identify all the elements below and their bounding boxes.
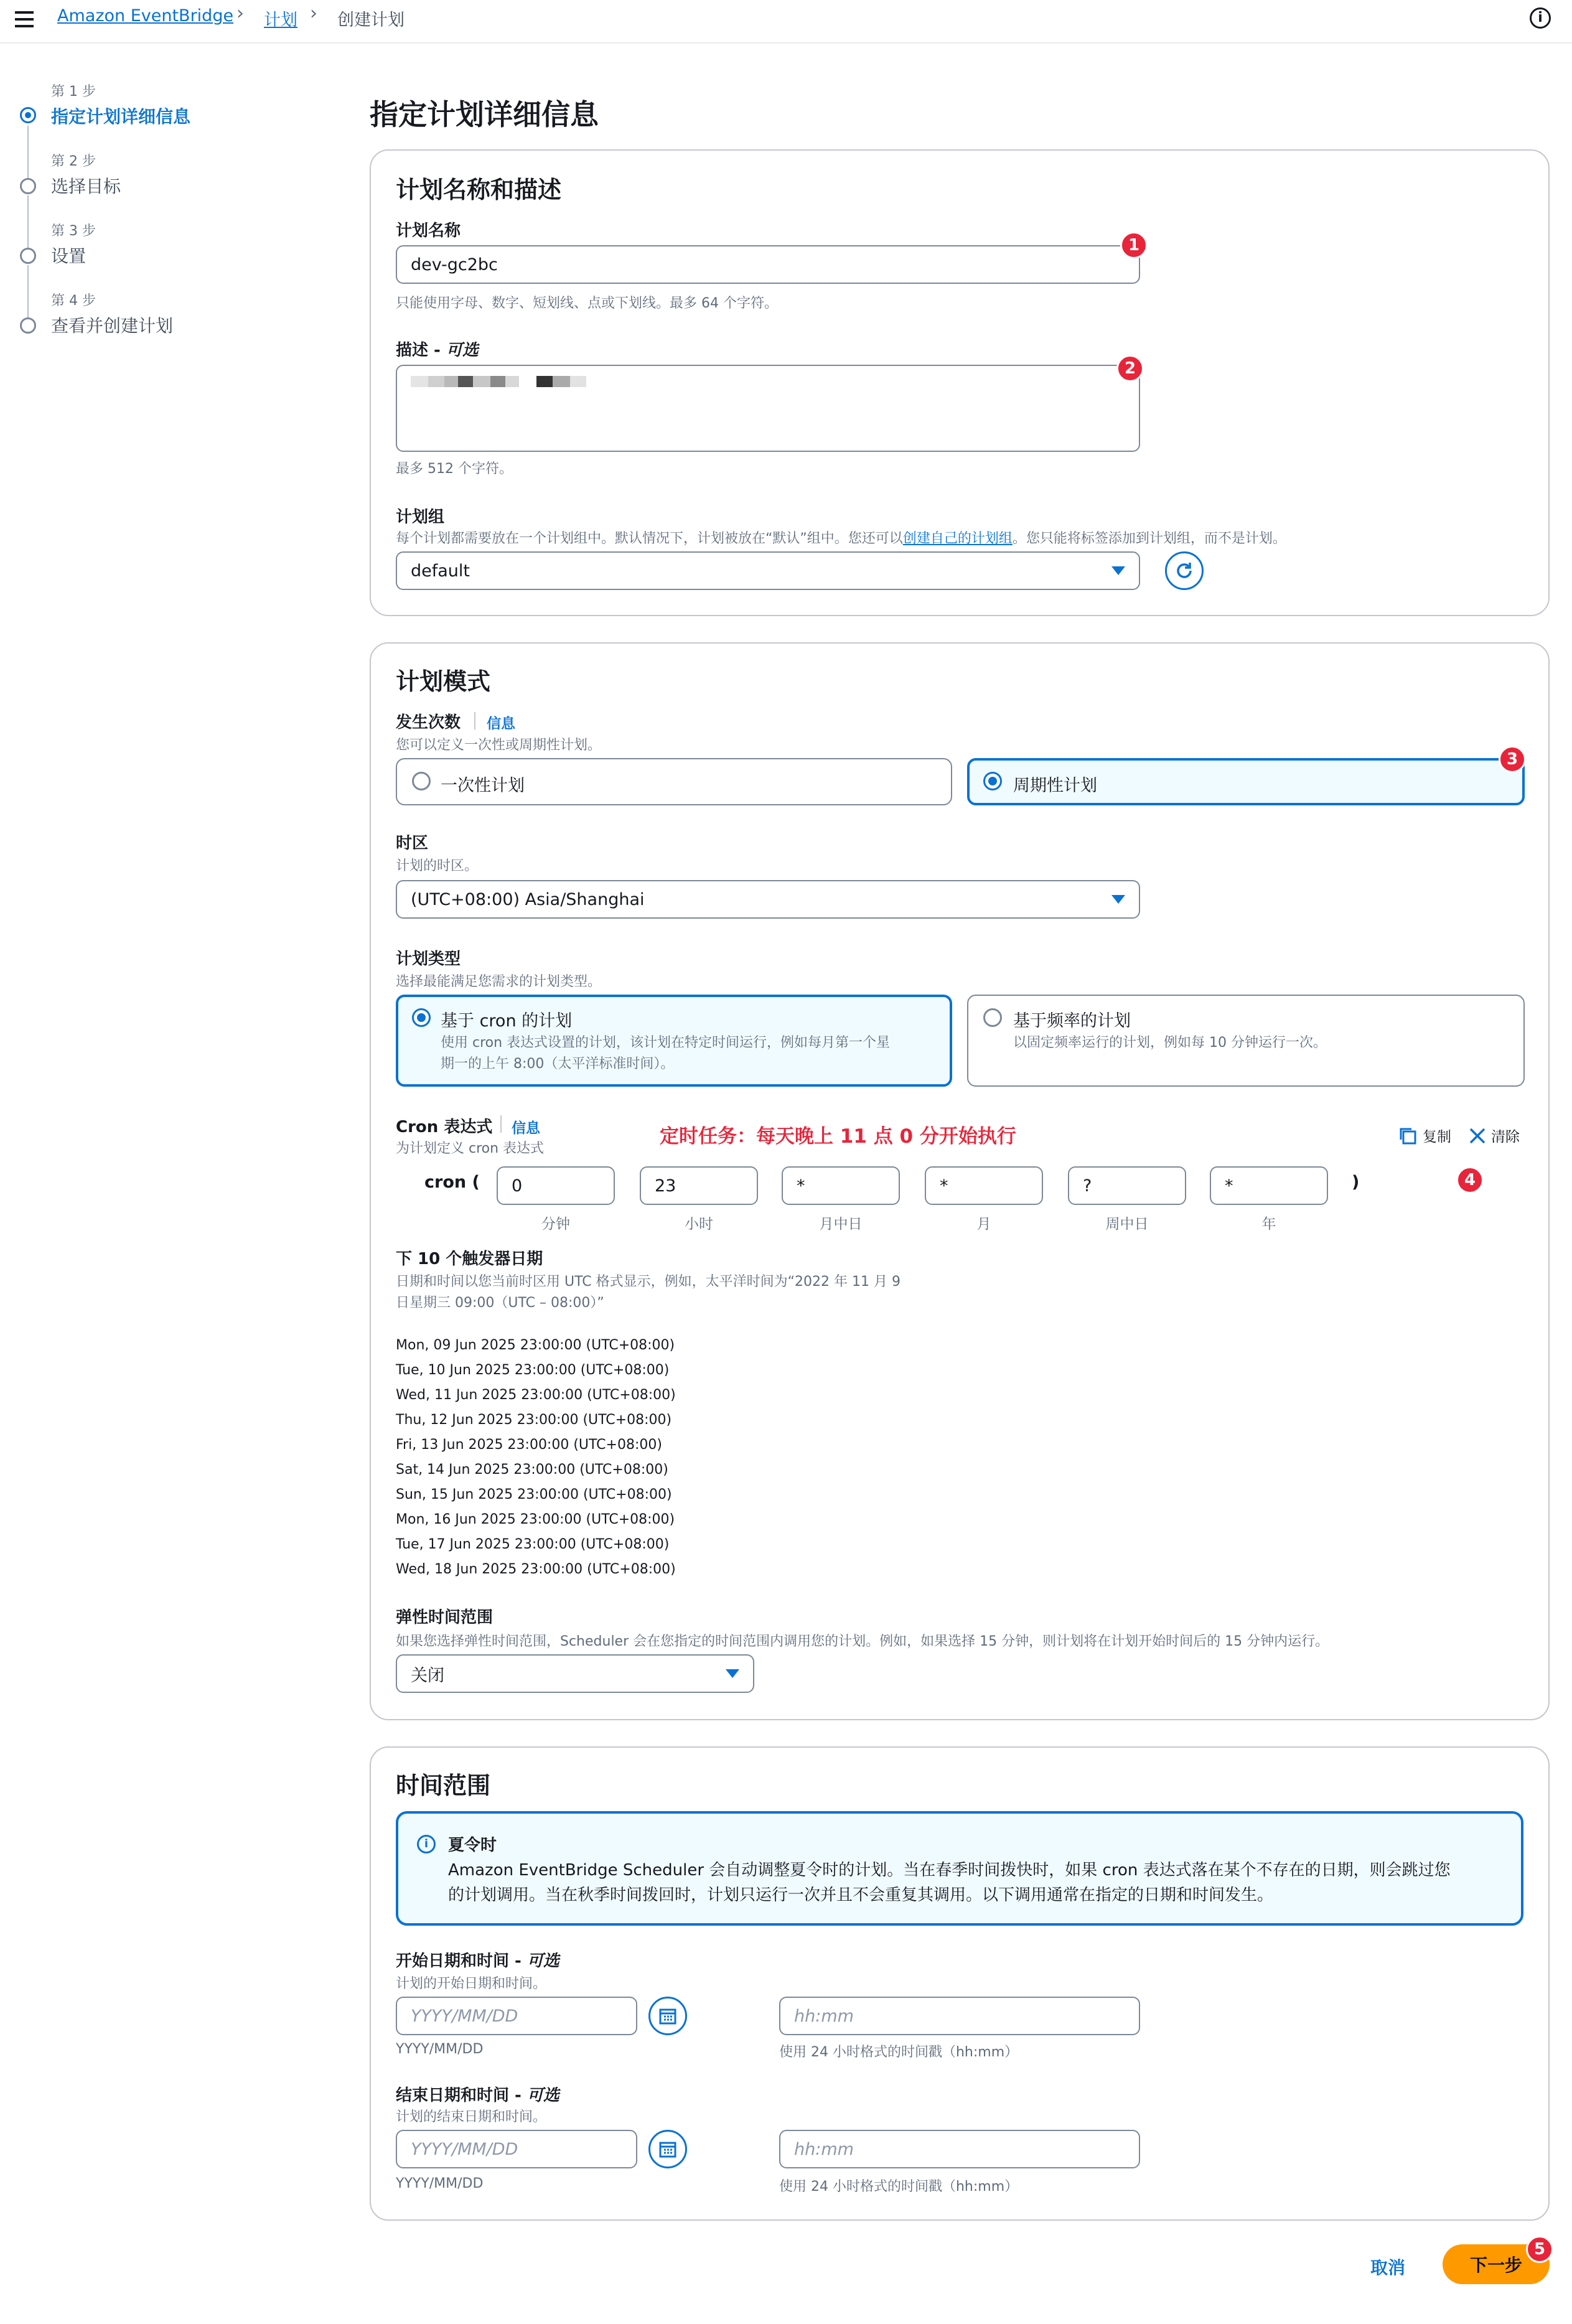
recurring-label: 周期性计划 xyxy=(1013,776,1097,795)
cron-hours-input[interactable] xyxy=(640,1166,758,1205)
step-connector xyxy=(27,195,29,250)
timezone-value: (UTC+08:00) Asia/Shanghai xyxy=(411,889,645,909)
trigger-date: Wed, 18 Jun 2025 23:00:00 (UTC+08:00) xyxy=(396,1562,676,1577)
step-4-label[interactable]: 查看并创建计划 xyxy=(51,316,174,336)
schedule-name-input[interactable] xyxy=(396,245,1140,284)
chevron-right-icon: › xyxy=(236,2,244,24)
cron-close-label: ) xyxy=(1352,1173,1360,1192)
refresh-icon xyxy=(1173,560,1195,582)
optional-tag: 可选 xyxy=(526,1952,559,1970)
red-annotation: 定时任务：每天晚上 11 点 0 分开始执行 xyxy=(660,1125,1016,1148)
description-label xyxy=(396,337,479,360)
close-icon xyxy=(1469,1127,1486,1145)
flexible-window-label: 弹性时间范围 xyxy=(396,1608,494,1627)
section-title: 计划名称和描述 xyxy=(396,176,562,204)
group-hint-text-end: 。您只能将标签添加到计划组，而不是计划。 xyxy=(1012,531,1286,546)
start-date-placeholder: YYYY/MM/DD xyxy=(411,2006,518,2026)
start-date-label-text: 开始日期和时间 - xyxy=(396,1952,527,1970)
name-hint: 只能使用字母、数字、短划线、点或下划线。最多 64 个字符。 xyxy=(396,296,778,311)
hamburger-menu-icon[interactable] xyxy=(15,10,34,27)
description-label-text: 描述 - xyxy=(396,341,446,360)
timezone-select[interactable] xyxy=(396,880,1140,919)
refresh-button[interactable] xyxy=(1165,551,1204,590)
cron-expression-hint: 为计划定义 cron 表达式 xyxy=(396,1141,545,1156)
start-date-calendar-button[interactable] xyxy=(648,1997,687,2035)
alert-body: Amazon EventBridge Scheduler 会自动调整夏令时的计划。当在春季时间拨快时，如果 cron 表达式落在某个不存在的日期，则会跳过您 xyxy=(448,1861,1451,1880)
section-title: 计划模式 xyxy=(396,668,491,695)
one-time-label: 一次性计划 xyxy=(441,776,525,795)
step-1-indicator xyxy=(20,107,36,123)
step-3-label[interactable]: 设置 xyxy=(51,246,87,266)
clear-button[interactable] xyxy=(1469,1125,1520,1146)
cron-day-of-month-value: * xyxy=(797,1176,805,1196)
end-date-calendar-button[interactable] xyxy=(648,2130,687,2168)
calendar-icon xyxy=(658,2140,677,2158)
description-hint: 最多 512 个字符。 xyxy=(396,461,513,477)
info-circle-icon: i xyxy=(417,1835,436,1853)
cron-day-of-week-label: 周中日 xyxy=(1105,1216,1149,1232)
copy-button[interactable] xyxy=(1398,1125,1451,1146)
flexible-window-hint: 如果您选择弹性时间范围，Scheduler 会在您指定的时间范围内调用您的计划。例如，如果选择 15 分钟，则计划将在计划开始时间后的 15 分钟内运行。 xyxy=(396,1634,1329,1649)
cron-year-input[interactable] xyxy=(1210,1166,1328,1205)
cron-month-value: * xyxy=(940,1176,948,1196)
start-time-input[interactable] xyxy=(779,1997,1140,2035)
rate-based-radio[interactable] xyxy=(983,1008,1002,1027)
step-3-number: 第 3 步 xyxy=(51,223,96,239)
trigger-date: Mon, 16 Jun 2025 23:00:00 (UTC+08:00) xyxy=(396,1512,675,1527)
step-1-label[interactable]: 指定计划详细信息 xyxy=(51,106,191,127)
copy-label: 复制 xyxy=(1423,1129,1451,1145)
trigger-date: Tue, 17 Jun 2025 23:00:00 (UTC+08:00) xyxy=(396,1537,670,1552)
end-date-caption: YYYY/MM/DD xyxy=(396,2176,484,2191)
cron-info-link[interactable]: 信息 xyxy=(512,1120,540,1136)
next-button-label: 下一步 xyxy=(1469,2255,1522,2275)
caret-down-icon xyxy=(726,1669,739,1678)
annotation-badge-1: 1 xyxy=(1120,232,1148,259)
schedule-group-select[interactable] xyxy=(396,551,1140,590)
divider xyxy=(500,1115,502,1133)
step-1-number: 第 1 步 xyxy=(51,84,96,100)
section-title: 时间范围 xyxy=(396,1772,491,1799)
trigger-dates-list xyxy=(396,1333,676,1582)
calendar-icon xyxy=(658,2007,677,2025)
next-triggers-hint: 日期和时间以您当前时区用 UTC 格式显示，例如，太平洋时间为“2022 年 11 月 9 xyxy=(396,1274,901,1290)
next-triggers-hint: 日星期三 09:00（UTC – 08:00）” xyxy=(396,1295,604,1311)
clear-label: 清除 xyxy=(1491,1129,1520,1145)
optional-tag: 可选 xyxy=(526,2086,559,2105)
flexible-window-select[interactable] xyxy=(396,1654,754,1693)
cron-minutes-label: 分钟 xyxy=(541,1216,570,1232)
one-time-radio[interactable] xyxy=(412,772,431,790)
schedule-type-label: 计划类型 xyxy=(396,950,461,968)
annotation-badge-3: 3 xyxy=(1499,746,1526,773)
top-navigation-bar xyxy=(0,0,1572,44)
end-time-caption: 使用 24 小时格式的时间戳（hh:mm） xyxy=(779,2179,1019,2195)
cron-hours-value: 23 xyxy=(655,1176,676,1196)
chevron-right-icon: › xyxy=(310,2,317,24)
occurrence-label xyxy=(396,710,461,733)
schedule-group-value: default xyxy=(411,561,470,581)
cron-based-radio[interactable] xyxy=(412,1008,431,1027)
trigger-date: Fri, 13 Jun 2025 23:00:00 (UTC+08:00) xyxy=(396,1437,662,1453)
start-time-caption: 使用 24 小时格式的时间戳（hh:mm） xyxy=(779,2045,1019,2060)
step-2-number: 第 2 步 xyxy=(51,154,96,169)
description-textarea[interactable] xyxy=(396,365,1140,452)
trigger-date: Wed, 11 Jun 2025 23:00:00 (UTC+08:00) xyxy=(396,1387,676,1403)
step-3-indicator xyxy=(20,248,36,264)
annotation-badge-2: 2 xyxy=(1116,355,1144,382)
cron-day-of-month-label: 月中日 xyxy=(819,1216,863,1232)
start-date-input[interactable] xyxy=(396,1997,637,2035)
breadcrumb-current: 创建计划 xyxy=(337,11,405,30)
optional-tag: 可选 xyxy=(446,341,479,360)
caret-down-icon xyxy=(1111,566,1125,575)
cron-year-label: 年 xyxy=(1261,1216,1276,1232)
annotation-badge-5: 5 xyxy=(1526,2236,1553,2263)
start-date-label xyxy=(396,1948,559,1971)
start-date-caption: YYYY/MM/DD xyxy=(396,2041,484,2057)
step-connector xyxy=(27,126,29,180)
cron-month-input[interactable] xyxy=(925,1166,1043,1205)
caret-down-icon xyxy=(1111,895,1125,904)
rate-based-desc: 以固定频率运行的计划，例如每 10 分钟运行一次。 xyxy=(1013,1035,1327,1051)
cron-hours-label: 小时 xyxy=(685,1216,713,1232)
end-time-input[interactable] xyxy=(779,2130,1140,2168)
breadcrumb-eventbridge[interactable]: Amazon EventBridge xyxy=(57,6,234,26)
trigger-date: Tue, 10 Jun 2025 23:00:00 (UTC+08:00) xyxy=(396,1362,670,1378)
start-time-placeholder: hh:mm xyxy=(794,2006,854,2026)
schedule-group-label: 计划组 xyxy=(396,508,445,527)
recurring-radio[interactable] xyxy=(983,772,1002,790)
redacted-description xyxy=(411,376,586,387)
end-date-hint: 计划的结束日期和时间。 xyxy=(396,2109,547,2125)
step-4-number: 第 4 步 xyxy=(51,293,96,309)
end-date-input[interactable] xyxy=(396,2130,637,2168)
alert-body: 的计划调用。当在秋季时间拨回时，计划只运行一次并且不会重复其调用。以下调用通常在指定的日期和时间发生。 xyxy=(448,1886,1274,1905)
cron-open-label: cron ( xyxy=(424,1173,480,1192)
next-triggers-title: 下 10 个触发器日期 xyxy=(396,1250,543,1268)
cron-based-desc: 使用 cron 表达式设置的计划，该计划在特定时间运行，例如每月第一个星 xyxy=(441,1035,891,1051)
cron-minutes-value: 0 xyxy=(512,1176,523,1196)
trigger-date: Mon, 09 Jun 2025 23:00:00 (UTC+08:00) xyxy=(396,1338,675,1353)
occurrence-hint: 您可以定义一次性或周期性计划。 xyxy=(396,738,602,753)
cron-expression-label: Cron 表达式 xyxy=(396,1118,493,1136)
trigger-date: Sat, 14 Jun 2025 23:00:00 (UTC+08:00) xyxy=(396,1462,668,1478)
cancel-button[interactable]: 取消 xyxy=(1370,2257,1406,2278)
schedule-name-value: dev-gc2bc xyxy=(411,255,498,274)
flexible-window-value: 关闭 xyxy=(411,1666,444,1685)
end-date-label-text: 结束日期和时间 - xyxy=(396,2086,527,2105)
trigger-date: Sun, 15 Jun 2025 23:00:00 (UTC+08:00) xyxy=(396,1487,672,1502)
cron-minutes-input[interactable] xyxy=(497,1166,615,1205)
breadcrumb-schedules[interactable]: 计划 xyxy=(264,11,297,30)
trigger-date: Thu, 12 Jun 2025 23:00:00 (UTC+08:00) xyxy=(396,1412,672,1428)
cron-based-title: 基于 cron 的计划 xyxy=(441,1011,573,1031)
start-date-hint: 计划的开始日期和时间。 xyxy=(396,1976,547,1992)
schedule-group-hint xyxy=(396,528,1286,547)
name-label: 计划名称 xyxy=(396,222,461,240)
cron-day-of-week-value: ? xyxy=(1083,1176,1092,1196)
timezone-hint: 计划的时区。 xyxy=(396,858,479,874)
cron-day-of-week-input[interactable] xyxy=(1068,1166,1186,1205)
rate-based-title: 基于频率的计划 xyxy=(1013,1011,1131,1031)
schedule-type-hint: 选择最能满足您需求的计划类型。 xyxy=(396,974,602,990)
cron-day-of-month-input[interactable] xyxy=(782,1166,900,1205)
alert-title: 夏令时 xyxy=(448,1836,497,1855)
annotation-badge-4: 4 xyxy=(1456,1166,1484,1194)
step-2-indicator xyxy=(20,178,36,194)
cron-month-label: 月 xyxy=(976,1216,991,1232)
step-4-indicator xyxy=(20,317,36,334)
timezone-label: 时区 xyxy=(396,834,429,853)
step-2-label[interactable]: 选择目标 xyxy=(51,176,121,197)
info-icon[interactable]: i xyxy=(1530,7,1551,29)
cron-based-desc: 期一的上午 8:00（太平洋标准时间）。 xyxy=(441,1056,675,1072)
divider xyxy=(474,712,475,729)
cron-year-value: * xyxy=(1225,1176,1233,1196)
create-group-link[interactable]: 创建自己的计划组 xyxy=(902,531,1013,546)
page-title: 指定计划详细信息 xyxy=(370,98,599,131)
end-date-placeholder: YYYY/MM/DD xyxy=(411,2139,518,2159)
end-time-placeholder: hh:mm xyxy=(794,2139,854,2159)
group-hint-text: 每个计划都需要放在一个计划组中。默认情况下，计划被放在“默认”组中。您还可以 xyxy=(396,531,903,546)
occurrence-info-link[interactable]: 信息 xyxy=(487,716,515,732)
copy-icon xyxy=(1398,1126,1418,1146)
end-date-label xyxy=(396,2083,559,2106)
occurrence-label-text: 发生次数 xyxy=(396,713,461,732)
step-connector xyxy=(27,265,29,320)
